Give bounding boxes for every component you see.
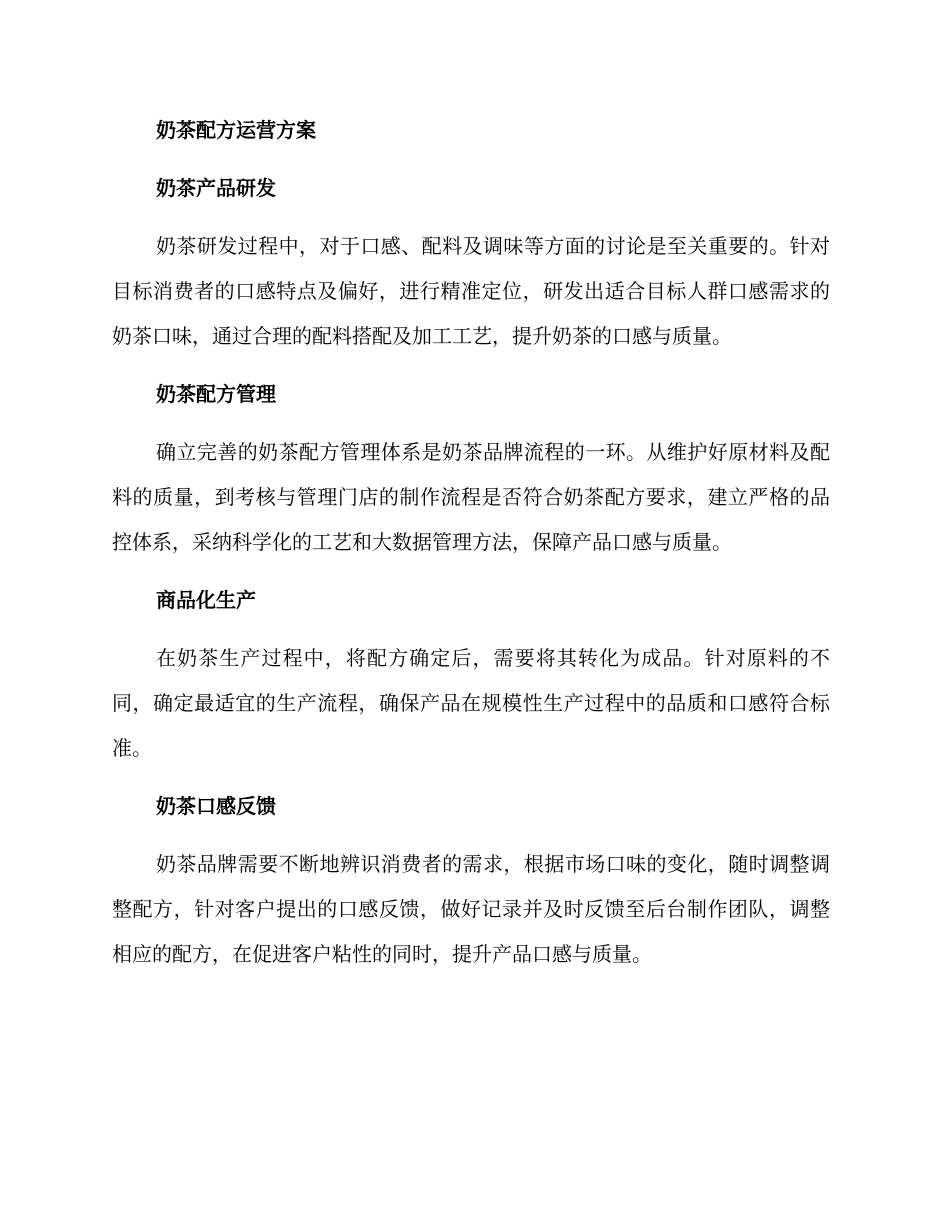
section-paragraph-commercial-production: 在奶茶生产过程中，将配方确定后，需要将其转化为成品。针对原料的不同，确定最适宜的生产流程，确保产品在规模性生产过程中的品质和口感符合标准。	[112, 646, 830, 760]
section-heading-taste-feedback: 奶茶口感反馈	[156, 794, 276, 818]
section-heading-formula-management: 奶茶配方管理	[156, 382, 276, 406]
section-paragraph-product-rd: 奶茶研发过程中，对于口感、配料及调味等方面的讨论是至关重要的。针对目标消费者的口感特点及偏好，进行精准定位，研发出适合目标人群口感需求的奶茶口味，通过合理的配料搭配及加工工艺，提升奶茶的口感与质量。	[112, 234, 830, 348]
section-heading-commercial-production: 商品化生产	[156, 588, 256, 612]
section-paragraph-formula-management: 确立完善的奶茶配方管理体系是奶茶品牌流程的一环。从维护好原材料及配料的质量，到考核与管理门店的制作流程是否符合奶茶配方要求，建立严格的品控体系，采纳科学化的工艺和大数据管理方法，保障产品口感与质量。	[112, 440, 830, 554]
section-heading-product-rd: 奶茶产品研发	[156, 176, 276, 200]
document-content	[112, 108, 830, 990]
document-title: 奶茶配方运营方案	[156, 118, 316, 142]
section-paragraph-taste-feedback: 奶茶品牌需要不断地辨识消费者的需求，根据市场口味的变化，随时调整调整配方，针对客户提出的口感反馈，做好记录并及时反馈至后台制作团队，调整相应的配方，在促进客户粘性的同时，提升产品口感与质量。	[112, 852, 830, 966]
